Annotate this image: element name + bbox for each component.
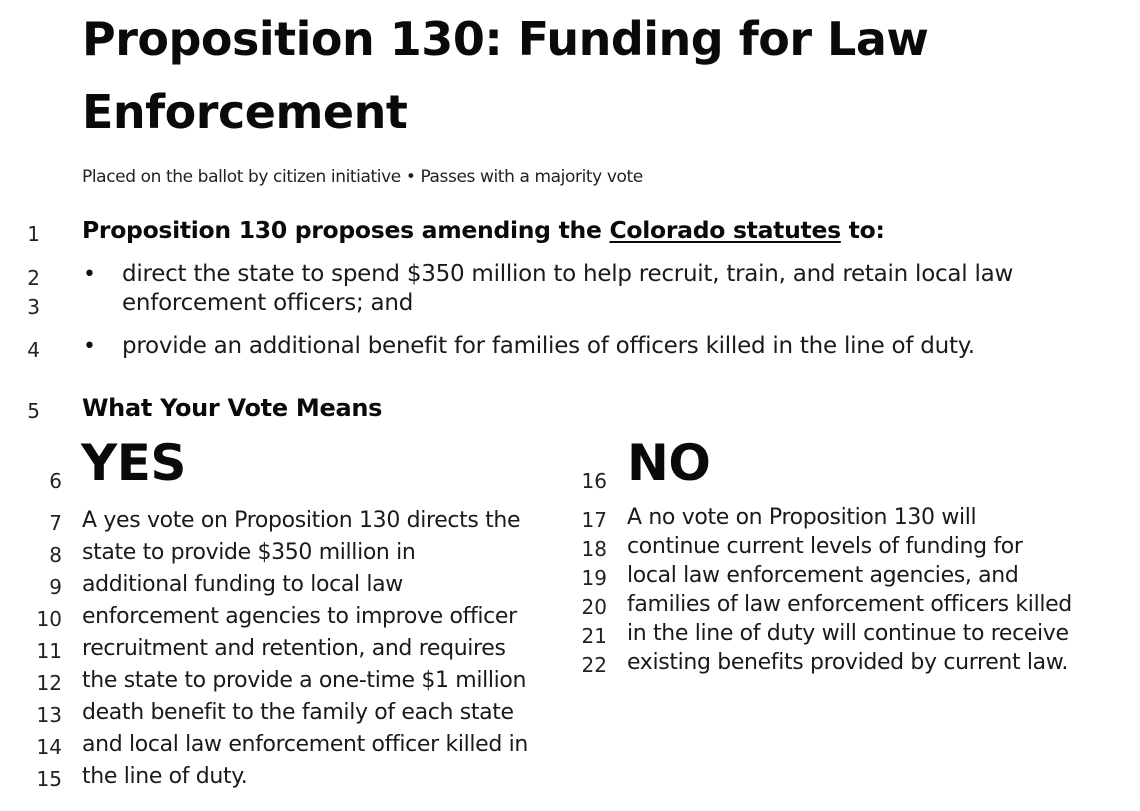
no-text-line: in the line of duty will continue to receive	[627, 621, 1069, 646]
vote-means-heading: What Your Vote Means	[82, 394, 383, 422]
yes-text-line: state to provide $350 million in	[82, 540, 416, 565]
line-number: 22	[581, 653, 607, 677]
line-number: 13	[36, 703, 62, 727]
no-text-line: A no vote on Proposition 130 will	[627, 505, 977, 530]
yes-text-line: death benefit to the family of each state	[82, 700, 514, 725]
line-number: 21	[581, 624, 607, 648]
bullet-2: provide an additional benefit for families of officers killed in the line of duty.	[122, 333, 975, 359]
yes-text-line: recruitment and retention, and requires	[82, 636, 506, 661]
line-number: 16	[581, 469, 607, 493]
line-number: 7	[49, 511, 62, 535]
colorado-statutes-link[interactable]: Colorado statutes	[609, 216, 841, 244]
no-text-line: continue current levels of funding for	[627, 534, 1023, 559]
line-number: 3	[27, 295, 40, 319]
line-number: 1	[27, 222, 40, 246]
line-number: 17	[581, 508, 607, 532]
line-number: 8	[49, 543, 62, 567]
page-title-line-1: Proposition 130: Funding for Law	[82, 12, 929, 66]
no-text-line: local law enforcement agencies, and	[627, 563, 1019, 588]
proposal-heading	[82, 216, 885, 244]
yes-text-line: additional funding to local law	[82, 572, 403, 597]
bullet-dot: •	[83, 262, 96, 287]
no-label: NO	[627, 434, 711, 492]
line-number: 14	[36, 735, 62, 759]
line-number: 10	[36, 607, 62, 631]
line-number: 4	[27, 338, 40, 362]
page-title-line-2: Enforcement	[82, 85, 408, 139]
yes-label: YES	[81, 434, 186, 492]
line-number: 9	[49, 575, 62, 599]
line-number: 5	[27, 399, 40, 423]
line-number: 6	[49, 469, 62, 493]
bullet-1-line-2: enforcement officers; and	[122, 290, 414, 316]
bullet-dot: •	[83, 334, 96, 359]
line-number: 15	[36, 767, 62, 791]
no-text-line: families of law enforcement officers killed	[627, 592, 1072, 617]
line-number: 2	[27, 266, 40, 290]
yes-text-line: the line of duty.	[82, 764, 248, 789]
proposal-heading-end: to:	[840, 216, 885, 244]
line-number: 11	[36, 639, 62, 663]
proposal-heading-text: Proposition 130 proposes amending the	[82, 216, 610, 244]
bullet-1-line-1: direct the state to spend $350 million to help recruit, train, and retain local law	[122, 261, 1014, 287]
yes-text-line: A yes vote on Proposition 130 directs the	[82, 508, 521, 533]
yes-text-line: the state to provide a one-time $1 million	[82, 668, 527, 693]
line-number: 20	[581, 595, 607, 619]
line-number: 12	[36, 671, 62, 695]
ballot-subtitle: Placed on the ballot by citizen initiative • Passes with a majority vote	[82, 167, 643, 187]
line-number: 19	[581, 566, 607, 590]
line-number: 18	[581, 537, 607, 561]
no-text-line: existing benefits provided by current law.	[627, 650, 1069, 675]
yes-text-line: enforcement agencies to improve officer	[82, 604, 517, 629]
yes-text-line: and local law enforcement officer killed in	[82, 732, 528, 757]
